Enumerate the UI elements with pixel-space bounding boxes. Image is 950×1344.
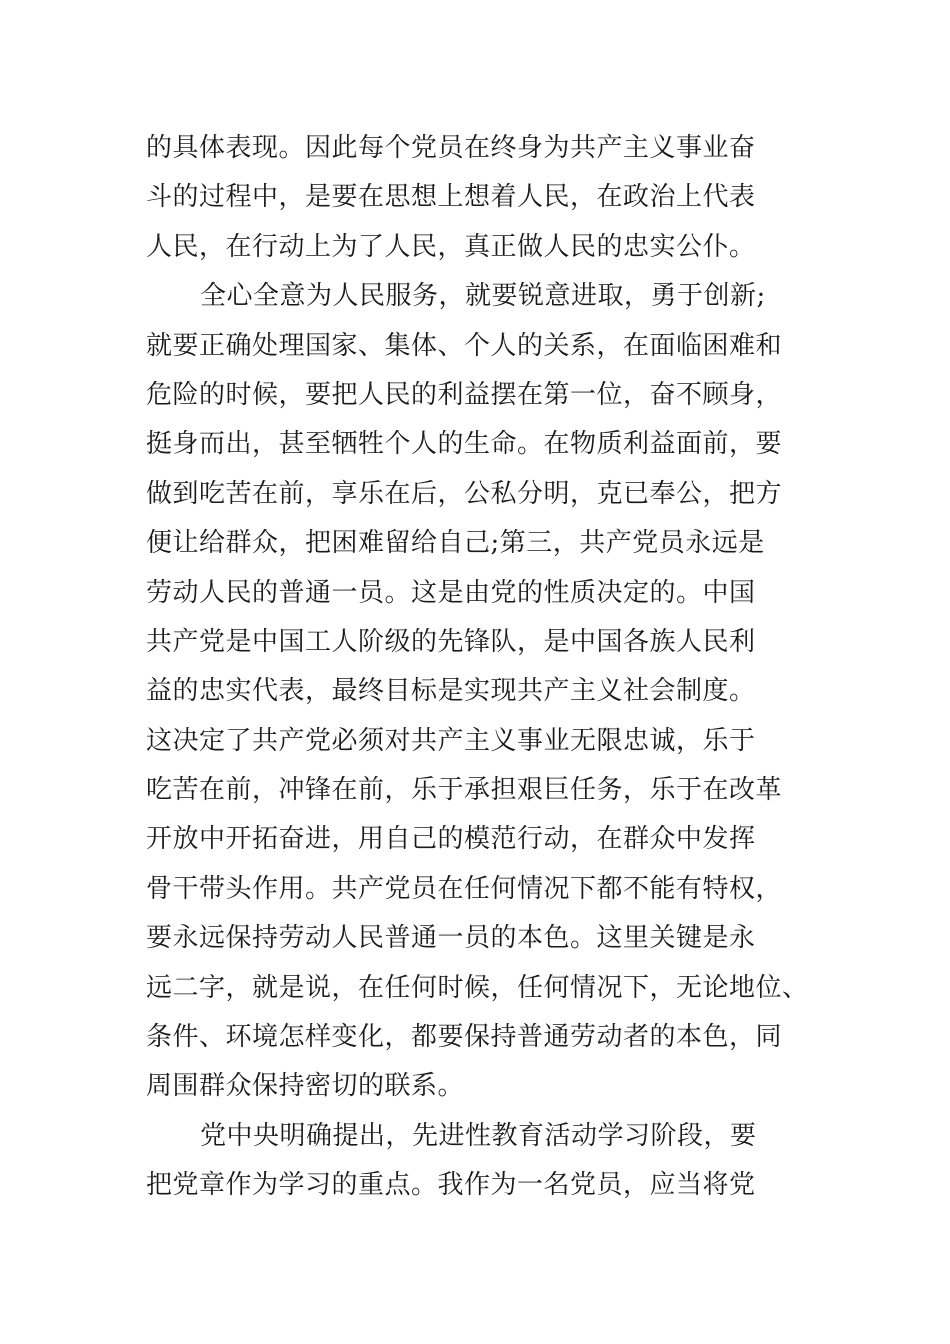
text-line: 条件、环境怎样变化，都要保持普通劳动者的本色，同 xyxy=(146,1022,783,1053)
paragraph-start-line: 党中央明确提出，先进性教育活动学习阶段，要 xyxy=(200,1120,757,1151)
text-line: 把党章作为学习的重点。我作为一名党员，应当将党 xyxy=(146,1170,756,1201)
paragraph-start-line: 全心全意为人民服务，就要锐意进取，勇于创新; xyxy=(200,281,766,312)
text-line: 危险的时候，要把人民的利益摆在第一位，奋不顾身， xyxy=(146,379,783,410)
text-line: 的具体表现。因此每个党员在终身为共产主义事业奋 xyxy=(146,133,756,163)
text-line: 要永远保持劳动人民普通一员的本色。这里关键是永 xyxy=(146,923,756,954)
text-line: 就要正确处理国家、集体、个人的关系，在面临困难和 xyxy=(146,330,783,361)
text-line: 做到吃苦在前，享乐在后，公私分明，克已奉公，把方 xyxy=(146,478,783,509)
text-line: 斗的过程中，是要在思想上想着人民，在政治上代表 xyxy=(146,182,756,213)
text-line: 挺身而出，甚至牺牲个人的生命。在物质利益面前，要 xyxy=(146,429,783,460)
text-line: 共产党是中国工人阶级的先锋队，是中国各族人民利 xyxy=(146,626,756,657)
text-line: 周围群众保持密切的联系。 xyxy=(146,1071,465,1102)
text-line: 便让给群众，把困难留给自己;第三，共产党员永远是 xyxy=(146,528,765,559)
text-line: 骨干带头作用。共产党员在任何情况下都不能有特权， xyxy=(146,873,783,904)
text-line: 益的忠实代表，最终目标是实现共产主义社会制度。 xyxy=(146,676,756,707)
text-line: 劳动人民的普通一员。这是由党的性质决定的。中国 xyxy=(146,577,756,608)
text-line: 吃苦在前，冲锋在前，乐于承担艰巨任务，乐于在改革 xyxy=(146,775,783,806)
text-line: 这决定了共产党必须对共产主义事业无限忠诚，乐于 xyxy=(146,725,756,756)
text-line: 远二字，就是说，在任何时候，任何情况下，无论地位、 xyxy=(146,972,809,1003)
body-text xyxy=(146,124,809,1211)
text-line: 人民，在行动上为了人民，真正做人民的忠实公仆。 xyxy=(146,231,756,262)
text-line: 开放中开拓奋进，用自己的模范行动，在群众中发挥 xyxy=(146,824,756,855)
